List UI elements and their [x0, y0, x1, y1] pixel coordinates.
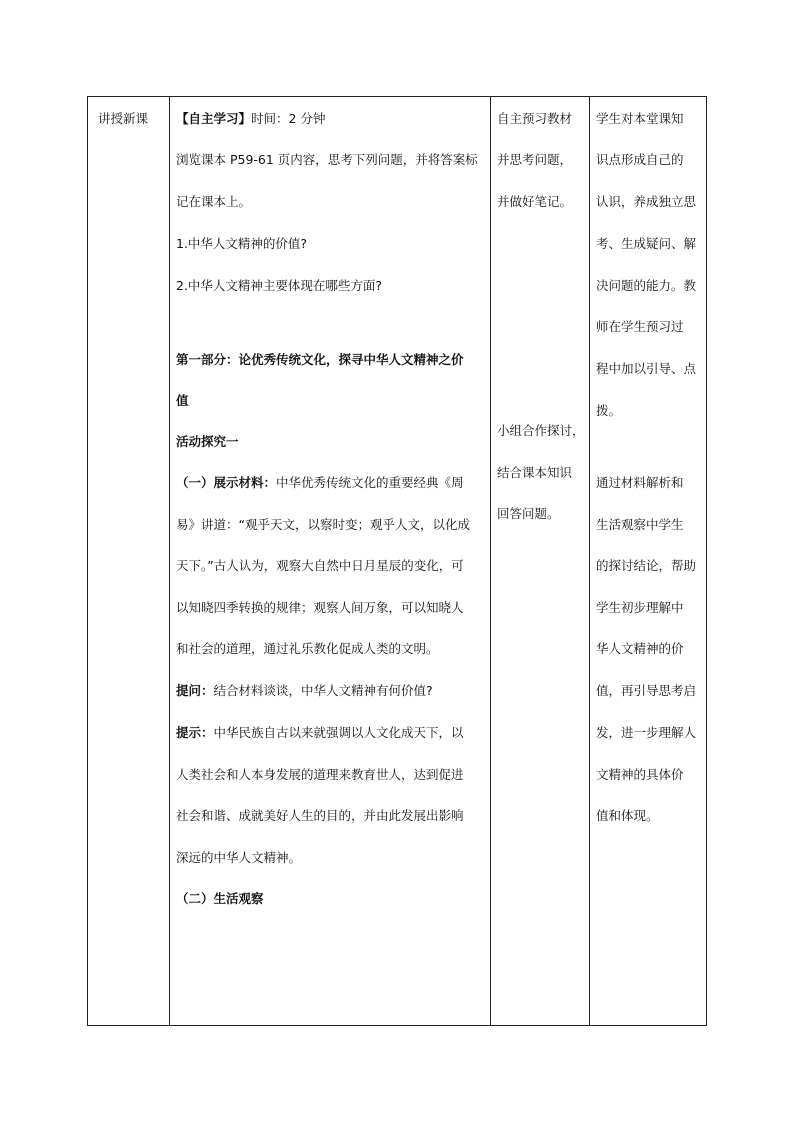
- part-heading: 第一部分：论优秀传统文化，探寻中华人文精神之价: [176, 352, 464, 367]
- student-activity-line: 自主预习教材: [497, 111, 573, 126]
- question-heading: 提问：: [176, 683, 214, 698]
- design-intent-line: 学生对本堂课知: [596, 111, 684, 126]
- design-intent-line: 的探讨结论，帮助: [596, 558, 697, 573]
- activity-heading: 活动探究一: [176, 434, 239, 449]
- design-intent-line: 拨。: [596, 403, 622, 418]
- design-intent-line: 识点形成自己的: [596, 152, 684, 167]
- design-intent-line: 师在学生预习过: [596, 319, 684, 334]
- question-line: [176, 683, 433, 699]
- student-activity-line: 回答问题。: [497, 506, 560, 521]
- question-2: 2.中华人文精神主要体现在哪些方面?: [176, 278, 383, 293]
- hint-line: 深远的中华人文精神。: [176, 850, 302, 865]
- design-intent-cell: [590, 97, 708, 1025]
- design-intent-line: 决问题的能力。教: [596, 278, 697, 293]
- question-1: 1.中华人文精神的价值?: [176, 236, 308, 251]
- design-intent-line: 华人文精神的价: [596, 641, 684, 656]
- instruction-line: 浏览课本 P59-61 页内容，思考下列问题，并将答案标: [176, 152, 478, 167]
- hint-line: 人类社会和人本身发展的道理来教育世人，达到促进: [176, 767, 464, 782]
- subsection-heading: （二）生活观察: [176, 891, 264, 906]
- student-activity-line: 结合课本知识: [497, 465, 573, 480]
- hint-line: [176, 725, 464, 741]
- material-line: 易》讲道：“观乎天文，以察时变；观乎人文，以化成: [176, 517, 470, 532]
- material-line: 以知晓四季转换的规律；观察人间万象，可以知晓人: [176, 600, 464, 615]
- instruction-line: 记在课本上。: [176, 194, 252, 209]
- self-study-time: 时间：2 分钟: [251, 111, 326, 126]
- design-intent-line: 发，进一步理解人: [596, 725, 697, 740]
- section-cell: [88, 97, 169, 1025]
- design-intent-line: 考、生成疑问、解: [596, 236, 697, 251]
- design-intent-line: 程中加以引导、点: [596, 361, 697, 376]
- student-activity-line: 小组合作探讨，: [497, 423, 585, 438]
- self-study-heading: 【自主学习】: [176, 111, 252, 126]
- design-intent-line: 生活观察中学生: [596, 517, 684, 532]
- section-label: 讲授新课: [98, 111, 149, 126]
- material-line: [176, 475, 464, 491]
- material-line: 和社会的道理，通过礼乐教化促成人类的文明。: [176, 641, 439, 656]
- lesson-plan-table: [87, 96, 707, 1026]
- part-heading: 值: [176, 393, 189, 408]
- hint-text: 中华民族自古以来就强调以人文化成天下，以: [213, 725, 464, 740]
- hint-line: 社会和谐、成就美好人生的目的，并由此发展出影响: [176, 808, 464, 823]
- design-intent-line: 值和体现。: [596, 808, 659, 823]
- design-intent-line: 通过材料解析和: [596, 475, 684, 490]
- design-intent-line: 值，再引导思考启: [596, 683, 697, 698]
- student-activity-line: 并思考问题，: [497, 152, 573, 167]
- self-study-line: [176, 111, 325, 127]
- content-cell: [170, 97, 490, 1025]
- student-activity-line: 并做好笔记。: [497, 194, 573, 209]
- material-text: 中华优秀传统文化的重要经典《周: [276, 475, 464, 490]
- hint-heading: 提示：: [176, 725, 214, 740]
- design-intent-line: 学生初步理解中: [596, 600, 684, 615]
- material-line: 天下。”古人认为，观察大自然中日月星辰的变化，可: [176, 558, 464, 573]
- student-activity-cell: [491, 97, 589, 1025]
- question-text: 结合材料谈谈，中华人文精神有何价值?: [213, 683, 433, 698]
- material-heading: （一）展示材料：: [176, 475, 277, 490]
- design-intent-line: 文精神的具体价: [596, 767, 684, 782]
- design-intent-line: 认识，养成独立思: [596, 194, 697, 209]
